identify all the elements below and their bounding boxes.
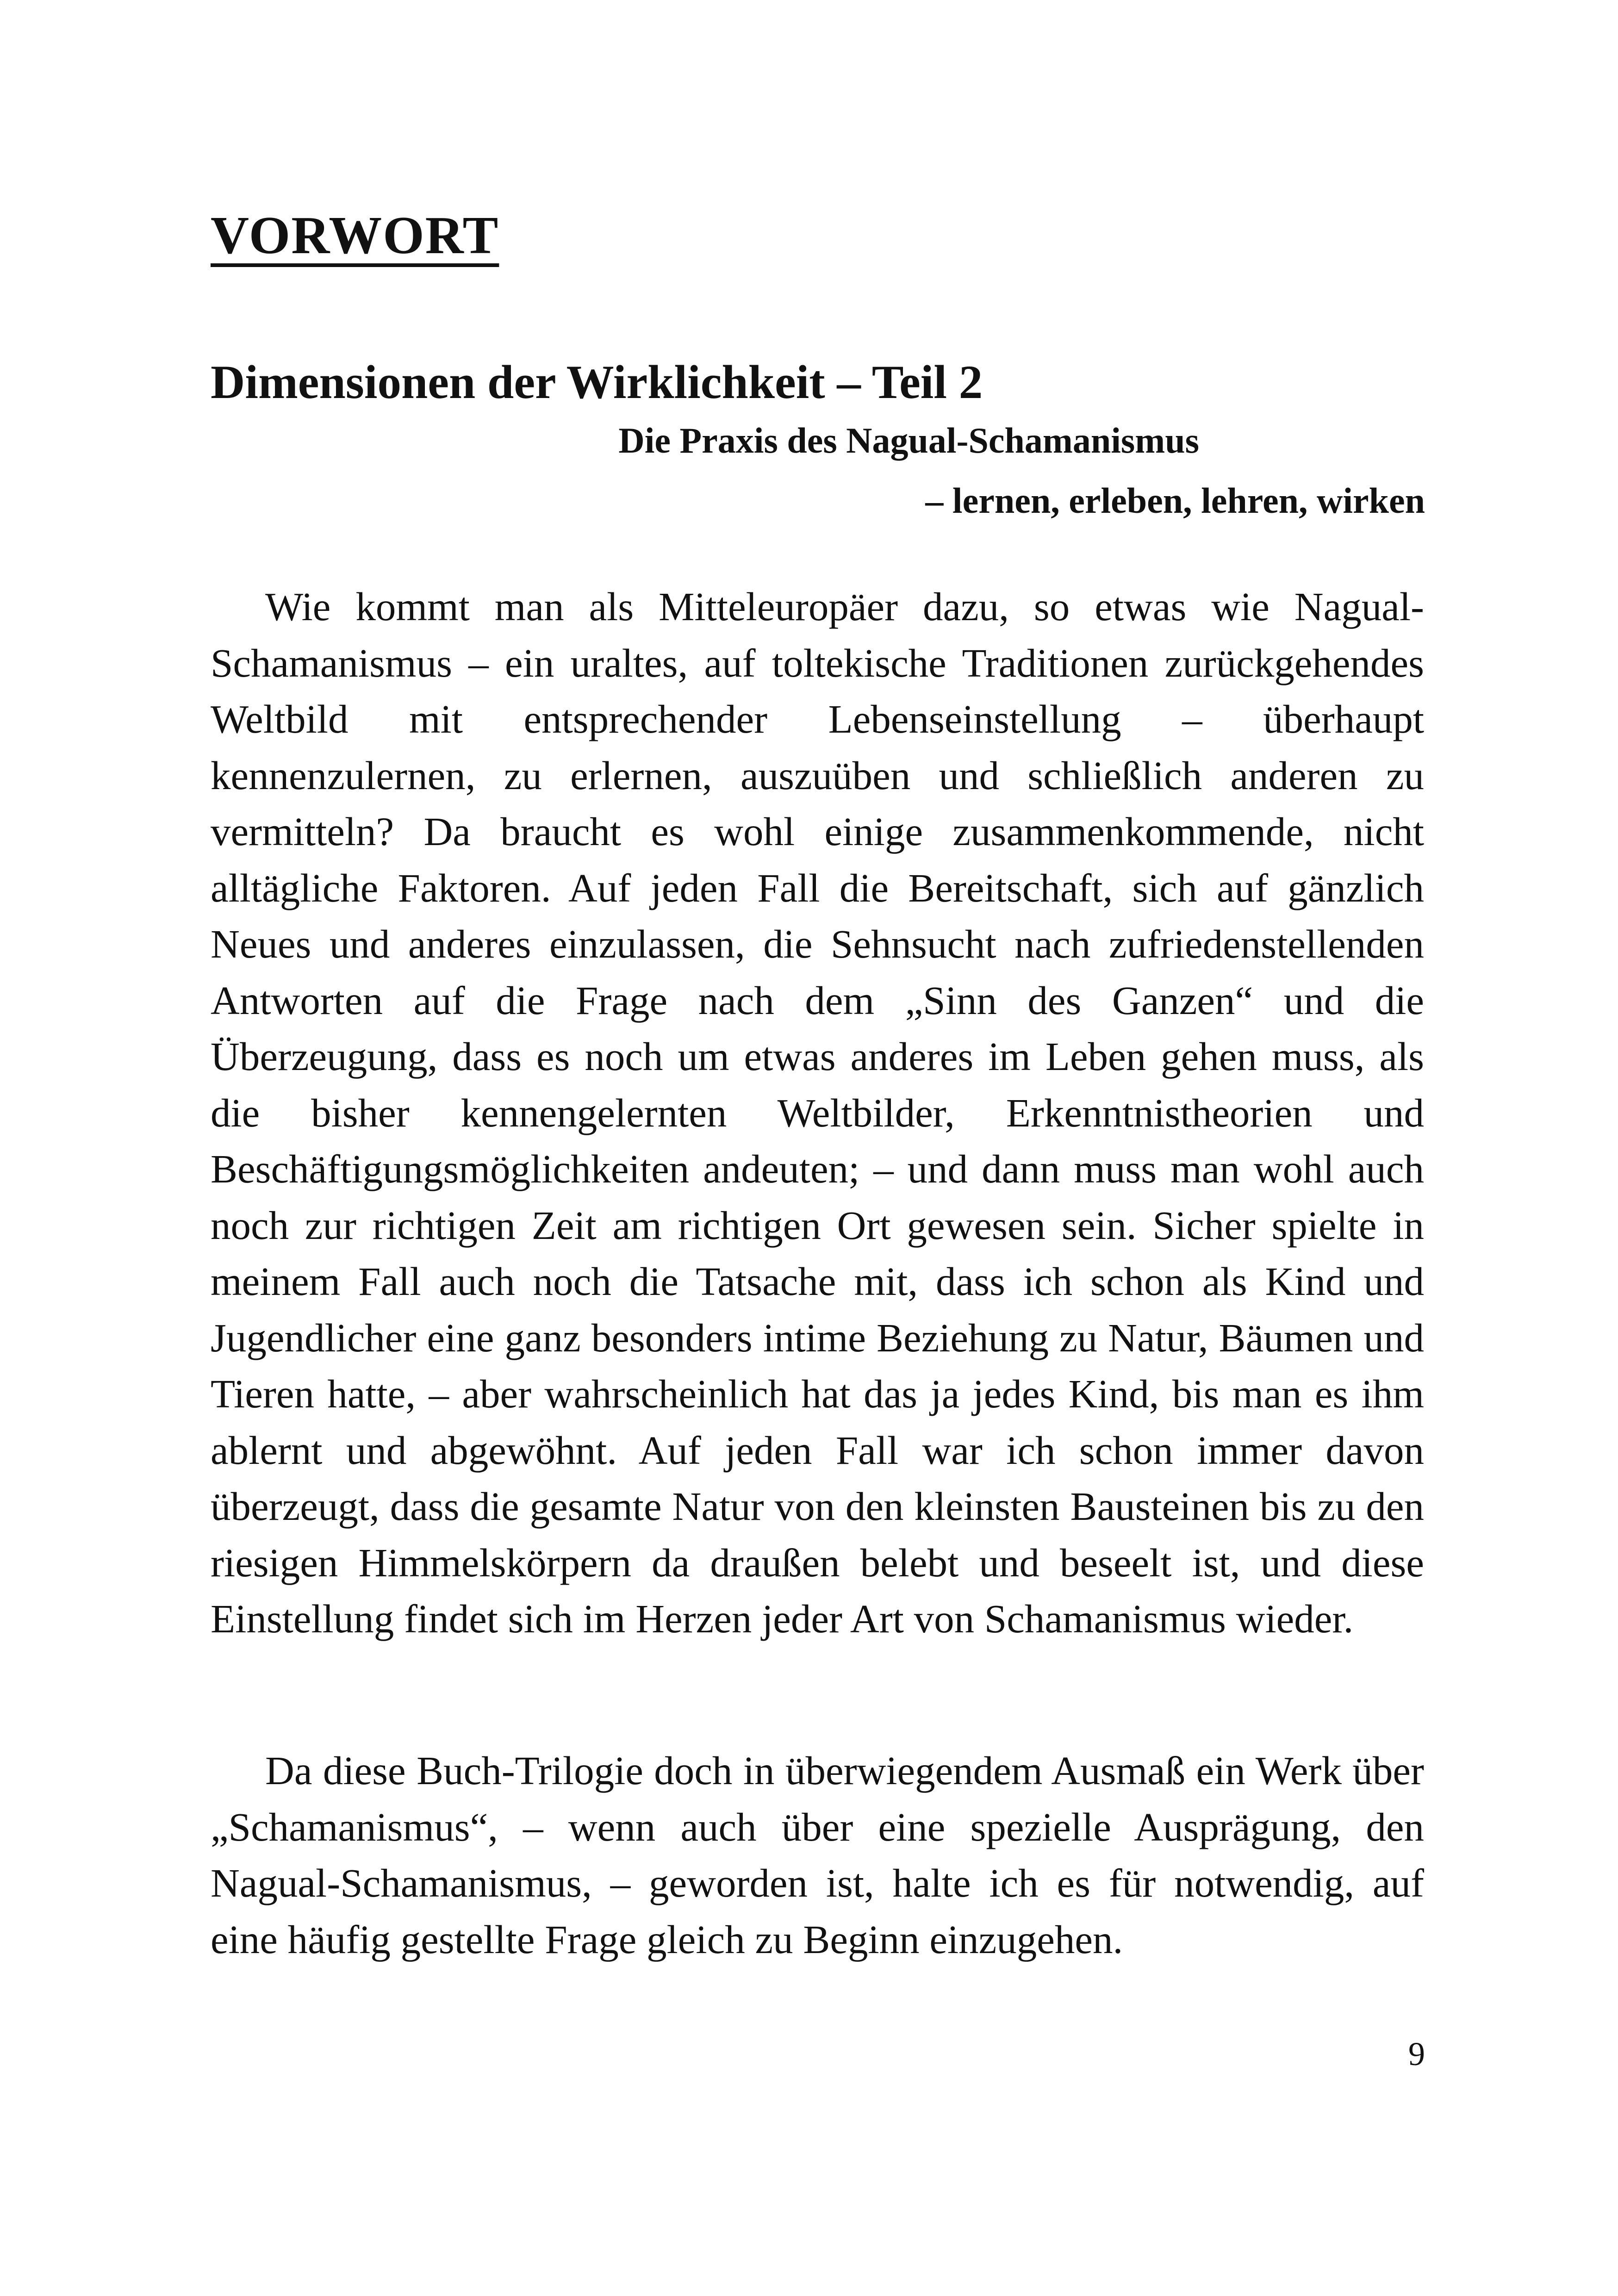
body-paragraph: Da diese Buch-Trilogie doch in überwiegendem Ausmaß ein Werk über „Schamanismus“, – wenn auch über eine spezielle Ausprägung, den Nagual-Schamanismus, – geworden ist, halte ich es für notwendig, auf eine häufig gestellte Frage gleich zu Beginn einzugehen.: [211, 1748, 1424, 1962]
section-title: Dimensionen der Wirklichkeit – Teil 2: [211, 356, 983, 409]
subtitle-line-2: – lernen, erleben, lehren, wirken: [925, 480, 1425, 521]
page-number: 9: [1408, 2035, 1425, 2072]
body-paragraph: Wie kommt man als Mitteleuropäer dazu, so etwas wie Nagual-Schamanismus – ein uraltes, auf toltekische Traditionen zurückgehendes Weltbild mit entsprechender Lebenseinstellung – überhaupt kennenzulernen, zu erlernen, auszuüben und schließlich anderen zu vermitteln? Da braucht es wohl einige zusammenkommende, nicht alltägliche Faktoren. Auf jeden Fall die Bereitschaft, sich auf gänzlich Neues und anderes einzulassen, die Sehnsucht nach zufriedenstellenden Antworten auf die Frage nach dem „Sinn des Ganzen“ und die Überzeugung, dass es noch um etwas anderes im Leben gehen muss, als die bisher kennengelernten Weltbilder, Erkenntnistheorien und Beschäftigungsmöglichkeiten andeuten; – und dann muss man wohl auch noch zur richtigen Zeit am richtigen Ort gewesen sein. Sicher spielte in meinem Fall auch noch die Tatsache mit, dass ich schon als Kind und Jugendlicher eine ganz besonders intime Beziehung zu Natur, Bäumen und Tieren hatte, – aber wahrscheinlich hat das ja jedes Kind, bis man es ihm ablernt und abgewöhnt. Auf jeden Fall war ich schon immer davon überzeugt, dass die gesamte Natur von den kleinsten Bausteinen bis zu den riesigen Himmelskörpern da draußen belebt und beseelt ist, und diese Einstellung findet sich im Herzen jeder Art von Schamanismus wieder.: [211, 584, 1424, 1641]
subtitle-line-1: Die Praxis des Nagual-Schamanismus: [618, 420, 1199, 460]
chapter-title: VORWORT: [211, 206, 499, 265]
